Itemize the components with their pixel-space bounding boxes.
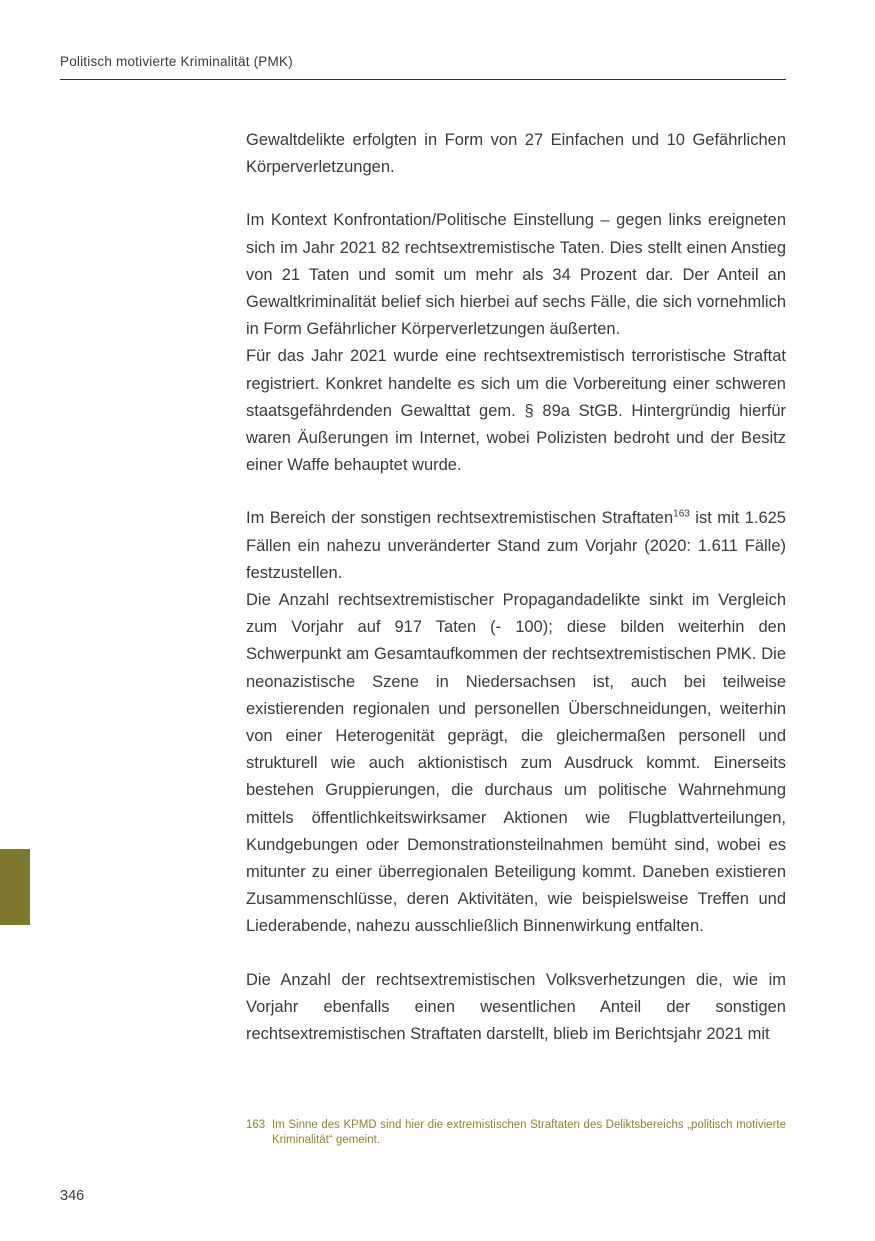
paragraph-gewaltdelikte: Gewaltdelikte erfolgten in Form von 27 Einfachen und 10 Gefährlichen Körperverletzungen. [246,131,786,177]
page-number: 346 [60,1188,85,1204]
section-marker-bar [0,849,30,925]
paragraph-konfrontation: Im Kontext Konfrontation/Politische Einstellung – gegen links ereigneten sich im Jahr 2021 82 rechtsextremistische Taten. Dies stellt einen Anstieg von 21 Taten und somit um mehr als 34 Prozent dar. Der Anteil an Gewaltkriminalität belief sich hierbei auf sechs Fälle, die sich vornehmlich in Form Gefährlicher Körperverletzungen äußerten. [246,211,786,339]
footnote [246,1118,786,1148]
paragraph-volksverhetzungen: Die Anzahl der rechtsextremistischen Volksverhetzungen die, wie im Vorjahr ebenfalls einen wesentlichen Anteil der sonstigen rechtsextremistischen Straftaten darstellt, blieb im Berichtsjahr 2021 mit [246,970,786,1044]
paragraph-text-before-footnote: Im Bereich der sonstigen rechtsextremistischen Straftaten [246,509,674,528]
paragraph-terroristische-straftat: Für das Jahr 2021 wurde eine rechtsextremistisch terroristische Straftat registriert. Konkret handelte es sich um die Vorbereitung einer schweren staatsgefährdenden Gewalttat gem. § 89a StGB. Hintergründig hierfür waren Äußerungen im Internet, wobei Polizisten bedroht und der Besitz einer Waffe behauptet wurde. [246,347,786,475]
paragraph-text-after-footnote: ist mit 1.625 Fällen ein nahezu unveränderter Stand zum Vorjahr (2020: 1.611 Fälle) festzustellen. [246,509,786,582]
footnote-text: Im Sinne des KPMD sind hier die extremistischen Straftaten des Deliktsbereichs „politisch motivierte Kriminalität“ gemeint. [272,1119,786,1146]
header-rule [60,79,786,80]
running-header-title: Politisch motivierte Kriminalität (PMK) [60,54,293,69]
body-text [246,127,786,1048]
paragraph-propagandadelikte: Die Anzahl rechtsextremistischer Propagandadelikte sinkt im Vergleich zum Vorjahr auf 917 Taten (- 100); diese bilden weiterhin den Schwerpunkt am Gesamtaufkommen der rechtsextremistischen PMK. Die neonazistische Szene in Niedersachsen ist, auch bei teilweise existierenden regionalen und personellen Überschneidungen, weiterhin von einer Heterogenität geprägt, die gleichermaßen personell und strukturell wie auch aktionistisch zum Ausdruck kommt. Einerseits bestehen Gruppierungen, die durchaus um politische Wahrnehmung mittels öffentlichkeitswirksamer Aktionen wie Flugblattverteilungen, Kundgebungen oder Demonstrationsteilnahmen bemüht sind, wobei es mitunter zu einer überregionalen Beteiligung kommt. Daneben existieren Zusammenschlüsse, deren Aktivitäten, wie beispielsweise Treffen und Liederabende, nahezu ausschließlich Binnenwirkung entfalten. [246,591,786,936]
paragraph-sonstige-straftaten [246,505,786,587]
footnote-number: 163 [246,1119,266,1131]
footnote-reference: 163 [673,508,690,520]
